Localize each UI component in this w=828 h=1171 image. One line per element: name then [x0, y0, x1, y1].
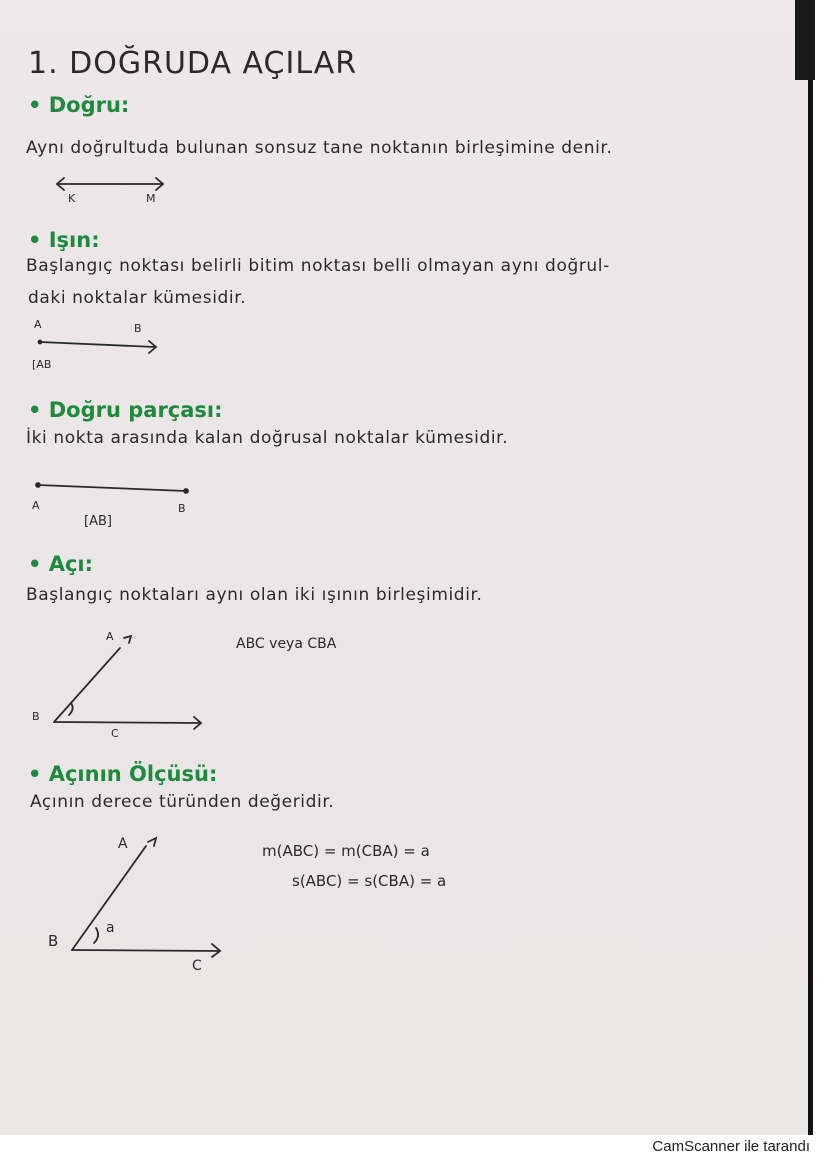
label-a: A	[32, 499, 40, 512]
label-b: B	[134, 322, 142, 335]
definition-dogru-parcasi: İki nokta arasında kalan doğrusal noktalar kümesidir.	[26, 428, 509, 448]
label-a: A	[118, 836, 128, 852]
notation-segment: [AB]	[84, 514, 112, 529]
definition-aci: Başlangıç noktaları aynı olan iki ışının birleşimidir.	[26, 585, 483, 605]
heading-acinin-olcusu: • Açının Ölçüsü:	[28, 762, 218, 786]
label-a: A	[34, 318, 42, 331]
heading-dogru: • Doğru:	[28, 93, 130, 117]
label-b: B	[48, 932, 59, 950]
heading-isin: • Işın:	[28, 228, 100, 252]
angle-measure-a: a	[106, 920, 115, 936]
equation-m: m(ABC) = m(CBA) = a	[262, 842, 430, 860]
label-m: M	[146, 192, 156, 205]
segment-ab-diagram	[36, 483, 188, 493]
ray-ab-diagram	[39, 341, 157, 354]
definition-dogru: Aynı doğrultuda bulunan sonsuz tane noktanın birleşimine denir.	[26, 138, 613, 158]
notation-ray: [AB	[32, 358, 52, 371]
heading-dogru-parcasi: • Doğru parçası:	[28, 398, 223, 422]
label-k: K	[68, 192, 76, 205]
label-b: B	[178, 502, 186, 515]
label-a: A	[106, 630, 114, 643]
definition-isin-line1: Başlangıç noktası belirli bitim noktası belli olmayan aynı doğrul-	[26, 256, 610, 276]
definition-acinin-olcusu: Açının derece türünden değeridir.	[30, 792, 335, 812]
heading-aci: • Açı:	[28, 552, 94, 576]
angle-notation: ABC veya CBA	[236, 636, 337, 652]
definition-isin-line2: daki noktalar kümesidir.	[28, 288, 247, 308]
angle-measure-diagram	[72, 838, 220, 957]
angle-abc-diagram	[54, 636, 201, 729]
equation-s: s(ABC) = s(CBA) = a	[292, 872, 447, 890]
label-c: C	[192, 958, 202, 974]
label-c: C	[111, 727, 119, 740]
label-b: B	[32, 710, 40, 723]
line-km-diagram	[57, 178, 163, 190]
page-title: 1. DOĞRUDA AÇILAR	[28, 46, 358, 81]
scanner-watermark: CamScanner ile tarandı	[652, 1138, 810, 1155]
